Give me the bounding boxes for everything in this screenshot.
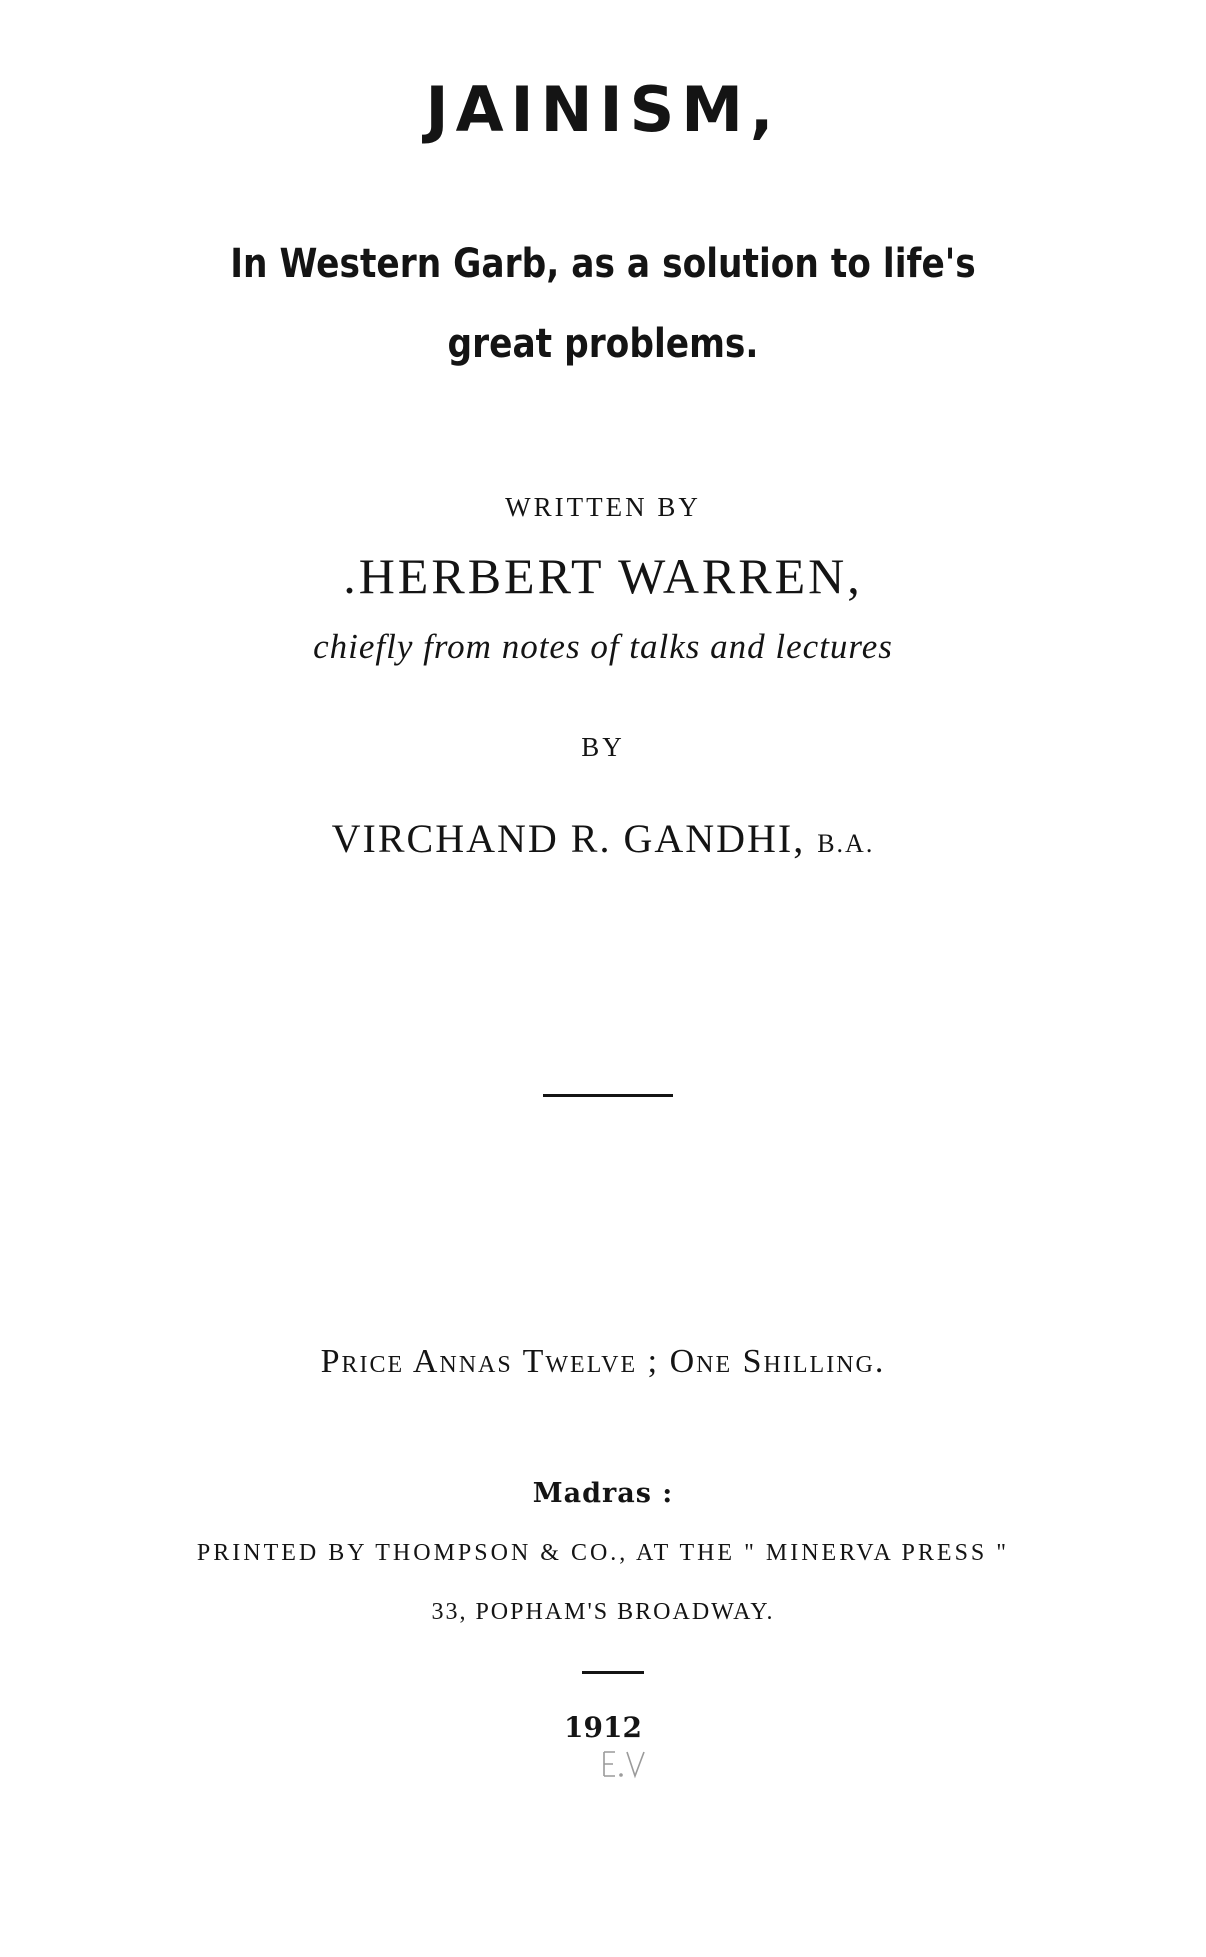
printer-line: PRINTED BY THOMPSON & CO., AT THE " MINERVA PRESS " — [196, 1540, 1010, 1566]
source-note: chiefly from notes of talks and lectures — [313, 627, 893, 666]
lecturer-name: VIRCHAND R. GANDHI, — [331, 816, 806, 861]
lecturer-line — [0, 814, 1206, 869]
lecturer-degree: B.A. — [817, 829, 875, 858]
short-divider-rule — [582, 1671, 644, 1674]
publication-place: Madras : — [532, 1478, 674, 1509]
subtitle-line-1: In Western Garb, as a solution to life's — [230, 241, 976, 287]
book-title: JAINISM, — [425, 73, 781, 146]
subtitle-line-2: great problems. — [447, 321, 759, 367]
publication-year: 1912 — [564, 1711, 642, 1744]
printer-address: 33, POPHAM'S BROADWAY. — [431, 1599, 775, 1625]
price-line: Price Annas Twelve ; One Shilling. — [320, 1343, 886, 1380]
author-name: .HERBERT WARREN, — [343, 548, 863, 604]
pencil-stamp-mark — [600, 1748, 650, 1780]
divider-rule — [543, 1094, 673, 1097]
written-by-label: WRITTEN BY — [505, 492, 701, 522]
by-label: BY — [581, 732, 625, 762]
